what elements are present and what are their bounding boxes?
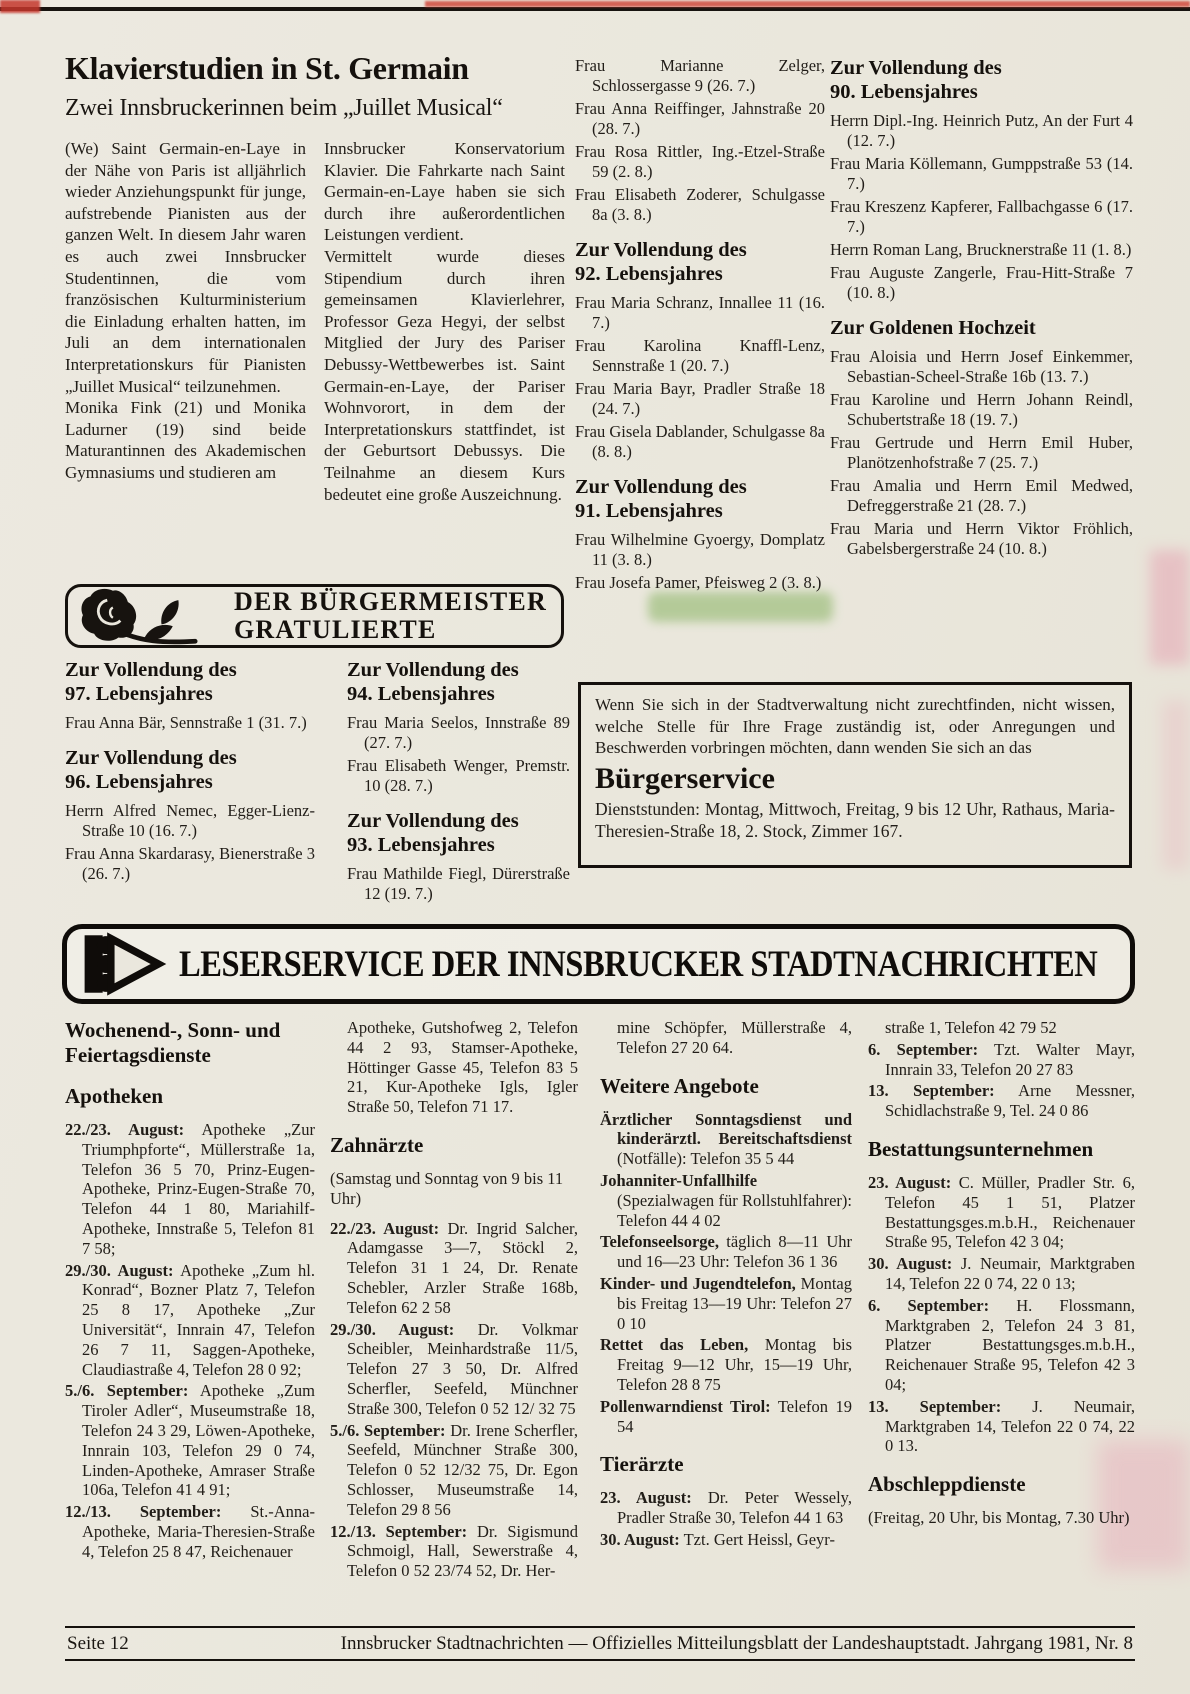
heading-line: Feiertagsdienste (65, 1043, 211, 1067)
heading-line: Zur Vollendung des (65, 747, 237, 769)
service-entry (600, 1171, 852, 1230)
services-column-4 (868, 1018, 1135, 1583)
mayor-box-title (234, 588, 547, 644)
congrat-entry: Frau Gertrude und Herrn Emil Huber, Planötzenhofstraße 7 (25. 7.) (830, 433, 1133, 472)
service-continuation: Apotheke, Gutshofweg 2, Telefon 44 2 93, Stamser-Apotheke, Höttinger Gasse 45, Telefon 83 5 21, Kur-Apotheke Igls, Igler Straße 50, Telefon 71 17. (347, 1018, 578, 1117)
entry-text: Montag bis Freitag 9—12 Uhr, 15—19 Uhr, Telefon 28 8 75 (617, 1335, 852, 1394)
article-paragraph: Innsbrucker Konservatorium Klavier. Die Fahrkarte nach Saint Germain-en-Laye haben sie sich durch ihre außerordentlichen Leistungen verdient. (324, 139, 565, 245)
service-entry (868, 1397, 1135, 1456)
scan-artifact-red-topright (425, 1, 1190, 7)
entry-date-lead: 23. August: (600, 1488, 692, 1508)
service-entry (65, 1120, 315, 1259)
congrat-entry: Frau Marianne Zelger, Schlossergasse 9 (26. 7.) (575, 56, 825, 95)
heading-line: GRATULIERTE (234, 615, 437, 644)
heading-line: 91. Lebensjahres (575, 500, 723, 522)
entry-text: Dr. Irene Scherfler, Seefeld, Münchner Straße 300, Telefon 0 52 12/32 75, Dr. Egon Schlosser, Museumstraße 14, Telefon 29 8 56 (347, 1420, 578, 1519)
heading-line: 97. Lebensjahres (65, 683, 213, 705)
heading-line: 92. Lebensjahres (575, 263, 723, 285)
page-footer (65, 1626, 1135, 1661)
heading-line: Wochenend-, Sonn- und (65, 1018, 281, 1042)
heading-line: 96. Lebensjahres (65, 771, 213, 793)
congrat-entry: Herrn Roman Lang, Brucknerstraße 11 (1. 8.) (830, 240, 1132, 259)
footer-publication-line: Innsbrucker Stadtnachrichten — Offizielles Mitteilungsblatt der Landeshauptstadt. Jahrgang 1981, Nr. 8 (340, 1633, 1133, 1654)
congrat-heading-92 (575, 238, 825, 286)
footer-rule-bottom (65, 1659, 1135, 1661)
services-column-1 (65, 1018, 315, 1583)
congrat-entry: Frau Kreszenz Kapferer, Fallbachgasse 6 (17. 7.) (830, 197, 1133, 236)
entry-text: C. Müller, Pradler Str. 6, Telefon 45 1 51, Platzer Bestattungsges.m.b.H., Reichenauer Straße 95, Telefon 42 3 04; (885, 1172, 1135, 1252)
service-entry (65, 1261, 315, 1380)
services-column-2 (330, 1018, 578, 1583)
congrat-entry: Frau Karolina Knaffl-Lenz, Sennstraße 1 (20. 7.) (575, 336, 825, 375)
heading-apotheken: Apotheken (65, 1084, 164, 1108)
entry-date-lead: 22./23. August: (330, 1218, 440, 1238)
buergerservice-hours: Dienststunden: Montag, Mittwoch, Freitag, 9 bis 12 Uhr, Rathaus, Maria-Theresien-Straße 18, 2. Stock, Zimmer 167. (595, 798, 1115, 841)
rose-icon (76, 587, 204, 645)
mayor-congrats-box (65, 584, 564, 648)
heading-zahnaerzte: Zahnärzte (330, 1132, 424, 1157)
service-entry (868, 1254, 1135, 1294)
congrat-entry: Frau Anna Reiffinger, Jahnstraße 20 (28. 7.) (575, 99, 825, 138)
heading-tieraerzte: Tierärzte (600, 1452, 684, 1477)
congrats-left-column-a (65, 658, 315, 907)
entry-text: Apotheke „Zum Tiroler Adler“, Museumstraße 18, Telefon 24 3 29, Löwen-Apotheke, Innrain 103, Telefon 29 0 74, Linden-Apotheke, Amraser Straße 106a, Telefon 41 4 91; (82, 1381, 315, 1500)
entry-text: Tzt. Gert Heissl, Geyr- (679, 1529, 835, 1549)
entry-lead: Rettet das Leben, (600, 1335, 749, 1355)
services-section (65, 1018, 1135, 1583)
services-main-heading (65, 1018, 315, 1068)
congrat-entry: Frau Wilhelmine Gyoergy, Domplatz 11 (3. 8.) (575, 530, 825, 569)
congrat-entry: Frau Rosa Rittler, Ing.-Etzel-Straße 59 (2. 8.) (575, 142, 825, 181)
entry-date-lead: 23. August: (868, 1172, 952, 1192)
heading-line: Zur Vollendung des (575, 476, 747, 498)
service-entry (868, 1296, 1135, 1395)
congrat-heading-96 (65, 746, 315, 794)
entry-lead: Kinder- und Jugendtelefon, (600, 1273, 796, 1293)
heading-line: DER BÜRGERMEISTER (234, 587, 547, 616)
entry-text: täglich 8—11 Uhr und 16—23 Uhr: Telefon 36 1 36 (617, 1232, 852, 1272)
entry-date-lead: 30. August: (868, 1254, 953, 1274)
entry-text: Apotheke „Zum hl. Konrad“, Bozner Platz 7, Telefon 25 8 17, Apotheke „Zur Universität“, Innrain 47, Telefon 26 7 11, Saggen-Apotheke, Claudiastraße 4, Telefon 28 0 92; (82, 1260, 315, 1379)
entry-date-lead: 29./30. August: (65, 1260, 174, 1280)
article-paragraph: Monika Fink (21) und Monika Ladurner (19) sind beide Maturantinnen des Akademischen Gymnasiums und studieren am (65, 398, 306, 482)
entry-date-lead: 6. September: (868, 1295, 990, 1315)
heading-line: 90. Lebensjahres (830, 81, 978, 103)
service-entry (868, 1173, 1135, 1252)
heading-line: Zur Vollendung des (575, 239, 747, 261)
heading-line: Zur Vollendung des (347, 810, 519, 832)
heading-abschleppdienste: Abschleppdienste (868, 1472, 1026, 1497)
entry-text: (Spezialwagen für Rollstuhlfahrer): Telefon 44 4 02 (617, 1190, 852, 1230)
reader-service-icon (77, 932, 171, 996)
entry-text: Montag bis Freitag 13—19 Uhr: Telefon 27 0 10 (617, 1273, 852, 1333)
banner-title: LESERSERVICE DER INNSBRUCKER STADTNACHRICHTEN (179, 943, 1098, 985)
entry-text: Tzt. Walter Mayr, Innrain 33, Telefon 20 27 83 (885, 1039, 1136, 1079)
congrat-entry: Frau Anna Skardarasy, Bienerstraße 3 (26. 7.) (65, 844, 315, 883)
scan-artifact-green (648, 592, 833, 622)
congrat-heading-gold: Zur Goldenen Hochzeit (830, 317, 1036, 339)
entry-text: Dr. Ingrid Salcher, Adamgasse 3—7, Stöckl 2, Telefon 31 1 24, Dr. Renate Schebler, Arzler Straße 168b, Telefon 62 2 58 (347, 1218, 578, 1317)
congrat-entry: Frau Elisabeth Zoderer, Schulgasse 8a (3. 8.) (575, 185, 825, 224)
entry-date-lead: 6. September: (868, 1039, 979, 1059)
entry-date-lead: 12./13. September: (330, 1521, 468, 1541)
article-title: Klavierstudien in St. Germain (65, 50, 469, 86)
congrats-left-section (65, 658, 570, 907)
heading-weitere-angebote: Weitere Angebote (600, 1073, 759, 1098)
entry-lead: Pollenwarndienst Tirol: (600, 1396, 771, 1416)
congrat-entry: Frau Maria Bayr, Pradler Straße 18 (24. 7.) (575, 379, 825, 418)
heading-line: Zur Vollendung des (65, 659, 237, 681)
article-klavierstudien (65, 50, 565, 505)
entry-date-lead: 30. August: (600, 1529, 680, 1549)
entry-lead: Telefonseelsorge, (600, 1232, 719, 1252)
buergerservice-title: Bürgerservice (595, 761, 775, 795)
entry-text: J. Neumair, Marktgraben 14, Telefon 22 0 74, 22 0 13. (885, 1396, 1135, 1456)
entry-date-lead: 22./23. August: (65, 1120, 185, 1139)
service-note: (Freitag, 20 Uhr, bis Montag, 7.30 Uhr) (868, 1508, 1130, 1528)
service-entry (600, 1232, 852, 1272)
service-entry (330, 1219, 578, 1318)
entry-text: (Notfälle): Telefon 35 5 44 (617, 1149, 795, 1169)
congrat-entry: Frau Maria Seelos, Innstraße 89 (27. 7.) (347, 713, 570, 752)
service-entry (600, 1488, 852, 1528)
entry-text: H. Flossmann, Marktgraben 2, Telefon 24 3 81, Platzer Bestattungsges.m.b.H., Reichenauer Straße 95, Telefon 42 3 04; (885, 1295, 1135, 1394)
heading-line: 93. Lebensjahres (347, 834, 495, 856)
congrat-entry: Frau Mathilde Fiegl, Dürerstraße 12 (19. 7.) (347, 864, 570, 903)
congrats-column-3 (575, 56, 825, 596)
service-entry (600, 1530, 852, 1550)
entry-lead: Ärztlicher Sonntagsdienst und kinderärztl. Bereitschaftsdienst (600, 1109, 852, 1149)
congrat-entry: Frau Maria Köllemann, Gumppstraße 53 (14. 7.) (830, 154, 1133, 193)
congrats-left-column-b (347, 658, 570, 907)
congrat-entry: Frau Maria Schranz, Innallee 11 (16. 7.) (575, 293, 825, 332)
service-continuation: straße 1, Telefon 42 79 52 (885, 1018, 1057, 1037)
article-column-2 (324, 138, 565, 505)
congrat-heading-93 (347, 809, 570, 857)
congrat-entry: Frau Gisela Dablander, Schulgasse 8a (8. 8.) (575, 422, 825, 461)
entry-text: Arne Messner, Schidlachstraße 9, Tel. 24 0 86 (885, 1081, 1135, 1121)
congrat-entry: Frau Maria und Herrn Viktor Fröhlich, Gabelsbergerstraße 24 (10. 8.) (830, 519, 1133, 558)
congrat-heading-91 (575, 475, 825, 523)
article-body (65, 138, 565, 505)
article-paragraph: (We) Saint Germain-en-Laye in der Nähe von Paris ist alljährlich wieder Anziehungspunkt für junge, aufstrebende Pianisten aus der ganzen Welt. In diesem Jahr waren es auch zwei Innsbrucker Studentinnen, die vom französischen Kulturministerium die Einladung erhalten hatten, im Juli an dem internationalen Interpretationskurs für Pianisten „Juillet Musical“ teilzunehmen. (65, 139, 306, 396)
heading-line: 94. Lebensjahres (347, 683, 495, 705)
entry-lead: Johanniter-Unfallhilfe (600, 1170, 758, 1190)
footer-page-number: Seite 12 (67, 1633, 129, 1654)
service-entry (600, 1110, 852, 1169)
congrat-entry: Frau Karoline und Herrn Johann Reindl, Schubertstraße 18 (19. 7.) (830, 390, 1133, 429)
scan-artifact-pink-1 (1150, 550, 1190, 665)
article-subtitle: Zwei Innsbruckerinnen beim „Juillet Musical“ (65, 95, 503, 121)
entry-date-lead: 29./30. August: (330, 1319, 455, 1339)
services-column-3 (600, 1018, 852, 1583)
entry-date-lead: 12./13. September: (65, 1502, 222, 1522)
congrat-entry: Frau Amalia und Herrn Emil Medwed, Defreggerstraße 21 (28. 7.) (830, 476, 1133, 515)
entry-text: St.-Anna-Apotheke, Maria-Theresien-Straße 4, Telefon 25 8 47, Reichenauer (82, 1502, 315, 1561)
service-entry (868, 1040, 1135, 1080)
entry-date-lead: 5./6. September: (65, 1381, 189, 1401)
heading-line: Zur Vollendung des (830, 57, 1002, 79)
congrat-entry: Frau Auguste Zangerle, Frau-Hitt-Straße 7 (10. 8.) (830, 263, 1133, 302)
service-note: (Samstag und Sonntag von 9 bis 11 Uhr) (330, 1168, 564, 1208)
footer-row (65, 1628, 1135, 1659)
entry-text: Apotheke „Zur Triumphpforte“, Müllerstraße 1a, Telefon 36 5 70, Prinz-Eugen-Apotheke, Prinz-Eugen-Straße 70, Telefon 44 1 80, Mariahilf-Apotheke, Innstraße 5, Telefon 81 7 58; (82, 1120, 315, 1258)
scan-artifact-red-topleft (0, 0, 40, 13)
entry-text: Telefon 19 54 (617, 1396, 852, 1436)
entry-text: Dr. Sigismund Schmoigl, Hall, Sewerstraße 4, Telefon 0 52 23/74 52, Dr. Her- (347, 1521, 578, 1581)
congrat-heading-90 (830, 56, 1133, 104)
heading-line: Zur Vollendung des (347, 659, 519, 681)
service-entry (330, 1421, 578, 1520)
entry-text: Dr. Volkmar Scheibler, Meinhardstraße 11/5, Telefon 27 3 50, Dr. Alfred Scherfler, Seefeld, Münchner Straße 300, Telefon 0 52 12/ 32 75 (347, 1319, 578, 1418)
service-entry (600, 1397, 852, 1437)
service-entry (868, 1081, 1135, 1121)
entry-text: Dr. Peter Wessely, Pradler Straße 30, Telefon 44 1 63 (617, 1488, 852, 1528)
congrats-column-4 (830, 56, 1133, 562)
top-border-rule (0, 7, 1190, 11)
service-entry (65, 1381, 315, 1500)
article-column-1 (65, 138, 306, 505)
entry-date-lead: 5./6. September: (330, 1420, 446, 1440)
service-entry (600, 1335, 852, 1394)
heading-bestattungsunternehmen: Bestattungsunternehmen (868, 1136, 1094, 1161)
congrat-entry: Herrn Alfred Nemec, Egger-Lienz-Straße 10 (16. 7.) (65, 801, 315, 840)
entry-date-lead: 13. September: (868, 1396, 1002, 1416)
entry-date-lead: 13. September: (868, 1081, 995, 1101)
congrat-entry: Frau Josefa Pamer, Pfeisweg 2 (3. 8.) (575, 573, 822, 592)
buergerservice-box (578, 682, 1132, 868)
service-continuation: mine Schöpfer, Müllerstraße 4, Telefon 27 20 64. (617, 1018, 852, 1057)
service-entry (65, 1502, 315, 1561)
congrat-entry: Frau Anna Bär, Sennstraße 1 (31. 7.) (65, 713, 307, 732)
service-entry (600, 1274, 852, 1333)
congrat-entry: Frau Elisabeth Wenger, Premstr. 10 (28. 7.) (347, 756, 570, 795)
buergerservice-intro: Wenn Sie sich in der Stadtverwaltung nicht zurechtfinden, nicht wissen, welche Stelle für Ihre Frage zuständig ist, oder Anregungen und Beschwerden vorbringen möchten, dann wenden Sie sich an das (595, 695, 1115, 757)
congrat-entry: Frau Aloisia und Herrn Josef Einkemmer, Sebastian-Scheel-Straße 16b (13. 7.) (830, 347, 1133, 386)
service-entry (330, 1320, 578, 1419)
article-paragraph: Vermittelt wurde dieses Stipendium durch ihren gemeinsamen Klavierlehrer, Professor Geza Hegyi, der selbst Mitglied der Jury des Pariser Debussy-Wettbewerbes ist. Saint Germain-en-Laye, der Pariser Wohnvorort, in dem der Interpretationskurs stattfindet, ist der Geburtsort Debussys. Die Teilnahme an diesem Kurs bedeutet eine große Auszeichnung. (324, 246, 565, 504)
congrat-heading-94 (347, 658, 570, 706)
congrat-heading-97 (65, 658, 315, 706)
congrat-entry: Herrn Dipl.-Ing. Heinrich Putz, An der Furt 4 (12. 7.) (830, 111, 1133, 150)
service-entry (330, 1522, 578, 1581)
scan-artifact-pink-3 (1162, 700, 1190, 870)
leserservice-banner (62, 924, 1135, 1004)
entry-text: J. Neumair, Marktgraben 14, Telefon 22 0 74, 22 0 13; (885, 1254, 1135, 1293)
